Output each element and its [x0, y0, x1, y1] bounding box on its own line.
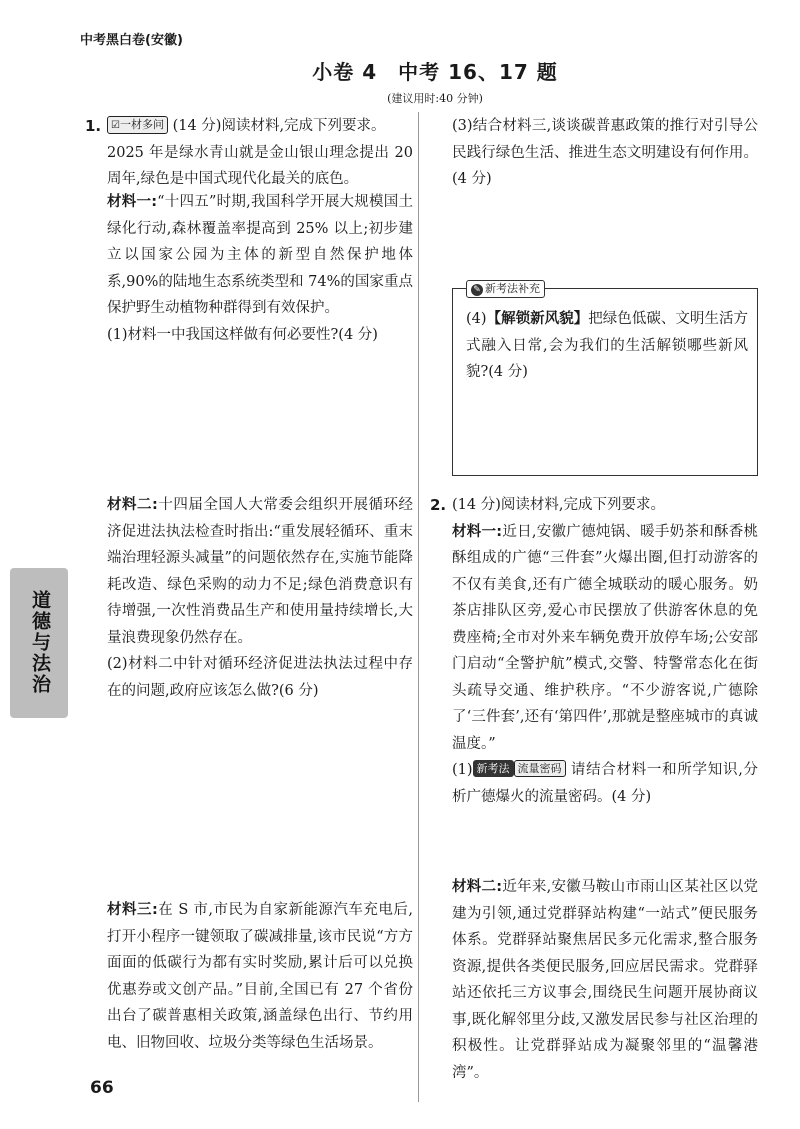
q1-m1-text: “十四五”时期,我国科学开展大规模国土绿化行动,森林覆盖率提高到 25% 以上;初步建立以国家公园为主体的新型自然保护地体系,90%的陆地生态系统类型和 74%的国家重点保护野生动植物种群得到有效保护。 [107, 194, 413, 316]
q2-m1-label: 材料一: [452, 523, 503, 540]
q1-material2 [107, 492, 413, 704]
q1-intro: (14 分)阅读材料,完成下列要求。 [172, 118, 386, 134]
time-hint: (建议用时:40 分钟) [387, 92, 483, 105]
q1-m3-text: 在 S 市,市民为自家新能源汽车充电后,打开小程序一键领取了碳减排量,该市民说“方方面面的低碳行为都有实时奖励,累计后可以兑换优惠券或文创产品。”目前,全国已有 27 个省份出台了碳普惠相关政策,涵盖绿色出行、节约用电、旧物回收、垃圾分类等绿色生活场景。 [107, 902, 413, 1051]
q2-m1-text: 近日,安徽广德炖锅、暖手奶茶和酥香桃酥组成的广德“三件套”火爆出圈,但打动游客的不仅有美食,还有广德全城联动的暖心服务。奶茶店排队区旁,爱心市民摆放了供游客休息的免费座椅;全市对外来车辆免费开放停车场;公安部门启动“全警护航”模式,交警、特警常态化在街头疏导交通、维护秩序。“不少游客说,广德除了‘三件套’,还有‘第四件’,那就是整座城市的真诚温度。” [452, 523, 758, 752]
q1-number: 1. [85, 117, 102, 135]
q2-block [430, 492, 759, 810]
q1-sub4-text: 把绿色低碳、文明生活方式融入日常,会为我们的生活解锁哪些新风貌?(4 分) [466, 311, 749, 380]
q1-sub3: (3)结合材料三,谈谈碳普惠政策的推行对引导公民践行绿色生活、推进生态文明建设有何作用。(4 分) [452, 118, 758, 187]
q1-sub4 [466, 306, 748, 386]
q2-m2-text: 近年来,安徽马鞍山市雨山区某社区以党建为引领,通过党群驿站构建“一站式”便民服务体系。党群驿站聚焦居民多元化需求,整合服务资源,提供各类便民服务,回应居民需求。党群驿站还依托三方议事会,围绕民生问题开展协商议事,既化解邻里分歧,又激发居民参与社区治理的积极性。让党群驿站成为凝聚邻里的“温馨港湾”。 [452, 879, 758, 1081]
q2-sub1-prefix: (1) [452, 762, 473, 778]
q2-number: 2. [430, 496, 447, 514]
q1-sub4-prefix: (4) [466, 311, 487, 327]
q2-sub1-text: 请结合材料一和所学知识,分析广德爆火的流量密码。(4 分) [452, 762, 759, 805]
q1-m2-label: 材料二: [107, 497, 158, 513]
q1-lead: 2025 年是绿水青山就是金山银山理念提出 20 周年,绿色是中国式现代化最关的底色。 [107, 144, 413, 187]
check-icon: ☑ [111, 120, 120, 131]
q2-intro: (14 分)阅读材料,完成下列要求。 [452, 497, 665, 513]
q1-material1 [107, 189, 413, 348]
q1-tag [107, 116, 168, 134]
book-label: 中考黑白卷(安徽) [80, 33, 183, 48]
q1-tag-label: 一材多问 [119, 118, 164, 131]
subject-label: 道德与法治 [29, 590, 51, 695]
new-method-tag-label: 新考法补充 [485, 282, 540, 295]
q1-sub2: (2)材料二中针对循环经济促进法执法过程中存在的问题,政府应该怎么做?(6 分) [107, 656, 413, 699]
page-title: 小卷 4 中考 16、17 题 [312, 60, 558, 84]
q1-sub4-keyword: 【解锁新风貌】 [486, 311, 589, 327]
q2-material2 [452, 874, 758, 1086]
column-divider [418, 112, 419, 1102]
new-method-tag [466, 280, 545, 298]
q1-sub1: (1)材料一中我国这样做有何必要性?(4 分) [107, 326, 378, 343]
pen-icon: ✎ [471, 284, 483, 296]
q1-intro-block [85, 113, 413, 193]
q2-tag-new: 新考法 [473, 760, 514, 777]
q2-m2-label: 材料二: [452, 879, 503, 895]
q1-m3-label: 材料三: [107, 902, 158, 918]
q2-tag-traffic: 流量密码 [514, 760, 566, 777]
q1-material3 [107, 897, 413, 1056]
page-number: 66 [90, 1078, 114, 1098]
q1-m1-label: 材料一: [107, 194, 158, 210]
q1-m2-text: 十四届全国人大常委会组织开展循环经济促进法执法检查时指出:“重发展轻循环、重末端治理轻源头减量”的问题依然存在,实施节能降耗改造、绿色采购的动力不足;绿色消费意识有待增强,一次性消费品生产和使用量持续增长,大量浪费现象仍然存在。 [107, 497, 413, 646]
